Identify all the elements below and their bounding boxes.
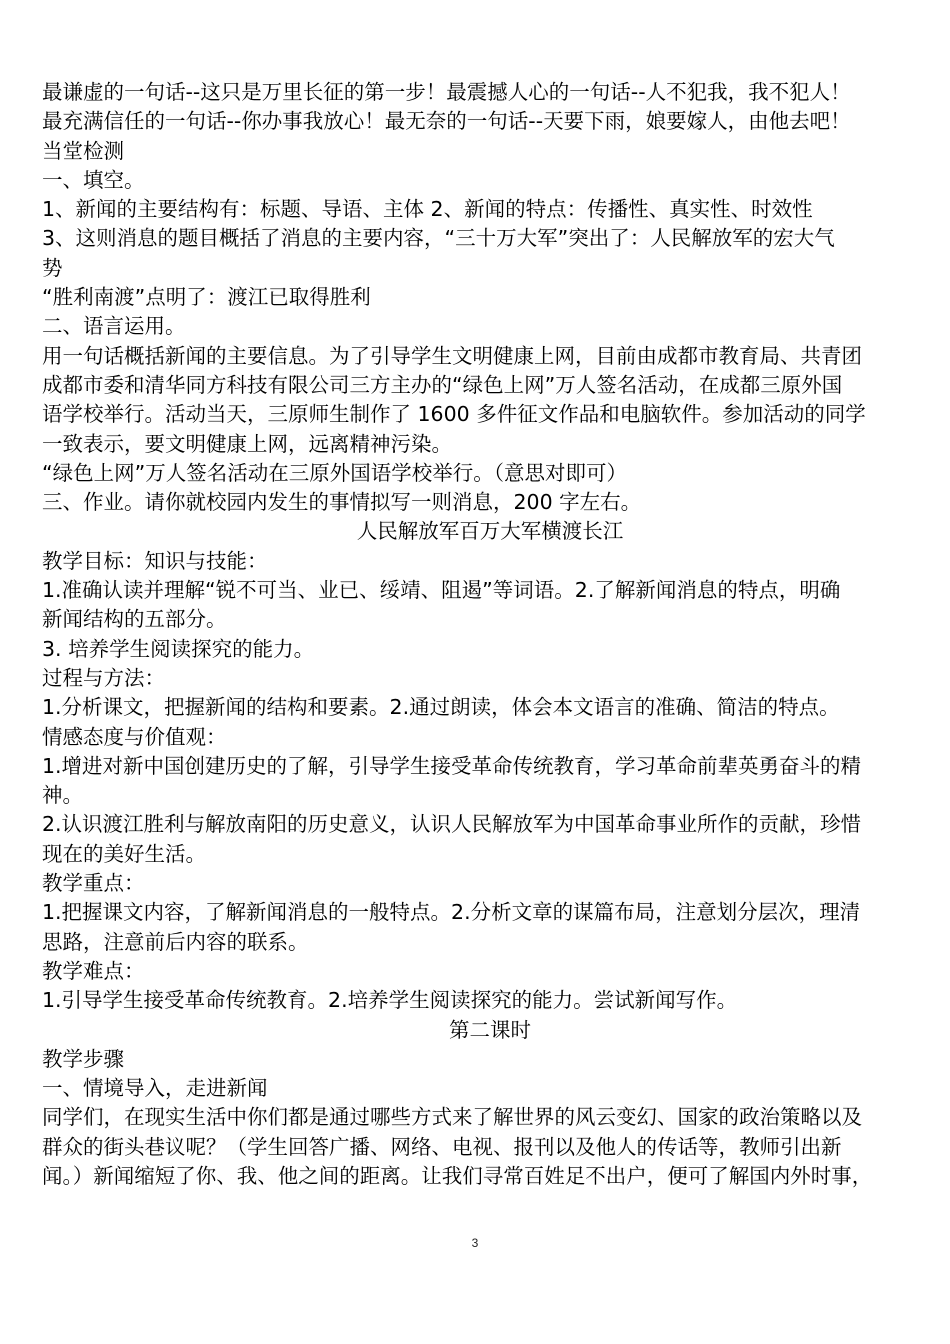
text-line: 成都市委和清华同方科技有限公司三方主办的“绿色上网”万人签名活动，在成都三原外国 xyxy=(42,372,843,397)
text-line: 一致表示，要文明健康上网，远离精神污染。 xyxy=(42,431,452,456)
text-line: “绿色上网”万人签名活动在三原外国语学校举行。（意思对即可） xyxy=(42,460,627,485)
document-body xyxy=(42,78,938,1191)
section-heading: 教学重点： xyxy=(42,871,145,896)
text-line: 现在的美好生活。 xyxy=(42,841,206,866)
text-line: 用一句话概括新闻的主要信息。为了引导学生文明健康上网，目前由成都市教育局、共青团 xyxy=(42,343,862,368)
text-line: 神。 xyxy=(42,783,83,808)
text-line: 最充满信任的一句话--你办事我放心！最无奈的一句话--天要下雨，娘要嫁人，由他去吧！ xyxy=(42,109,851,134)
text-line: 1.把握课文内容，了解新闻消息的一般特点。2.分析文章的谋篇布局，注意划分层次，理清 xyxy=(42,900,861,925)
text-line: 势 xyxy=(42,255,63,280)
text-line: 1.引导学生接受革命传统教育。2.培养学生阅读探究的能力。尝试新闻写作。 xyxy=(42,988,738,1013)
section-heading: 过程与方法： xyxy=(42,665,165,690)
section-heading: 教学目标：知识与技能： xyxy=(42,548,268,573)
text-line: 最谦虚的一句话--这只是万里长征的第一步！最震撼人心的一句话--人不犯我，我不犯人！ xyxy=(42,80,851,104)
section-heading: 教学步骤 xyxy=(42,1046,124,1071)
text-line: 3. 培养学生阅读探究的能力。 xyxy=(42,636,315,661)
text-line: 1、新闻的主要结构有：标题、导语、主体 2、新闻的特点：传播性、真实性、时效性 xyxy=(42,197,813,222)
section-heading: 一、情境导入，走进新闻 xyxy=(42,1076,268,1101)
section-heading: 一、填空。 xyxy=(42,167,145,192)
text-line: 2.认识渡江胜利与解放南阳的历史意义，认识人民解放军为中国革命事业所作的贡献，珍惜 xyxy=(42,812,862,837)
section-heading: 教学难点： xyxy=(42,958,145,983)
section-heading: 二、语言运用。 xyxy=(42,314,186,339)
section-heading: 情感态度与价值观： xyxy=(42,724,227,749)
text-line: 三、作业。请你就校园内发生的事情拟写一则消息，200 字左右。 xyxy=(42,490,642,515)
section-heading: 当堂检测 xyxy=(42,138,124,163)
lesson-subtitle: 第二课时 xyxy=(449,1017,531,1042)
page-number: 3 xyxy=(471,1236,479,1250)
text-line: 1.分析课文，把握新闻的结构和要素。2.通过朗读，体会本文语言的准确、简洁的特点。 xyxy=(42,695,840,720)
text-line: 语学校举行。活动当天，三原师生制作了 1600 多件征文作品和电脑软件。参加活动的同学 xyxy=(42,402,866,427)
text-line: 群众的街头巷议呢？（学生回答广播、网络、电视、报刊以及他人的传话等，教师引出新 xyxy=(42,1134,842,1159)
text-line: 同学们，在现实生活中你们都是通过哪些方式来了解世界的风云变幻、国家的政治策略以及 xyxy=(42,1105,862,1130)
text-line: 1.增进对新中国创建历史的了解，引导学生接受革命传统教育，学习革命前辈英勇奋斗的精 xyxy=(42,753,862,778)
text-line: 闻。）新闻缩短了你、我、他之间的距离。让我们寻常百姓足不出户，便可了解国内外时事， xyxy=(42,1163,873,1188)
text-line: 1.准确认读并理解“锐不可当、业已、绥靖、阻遏”等词语。2.了解新闻消息的特点，明确 xyxy=(42,578,841,603)
text-line: “胜利南渡”点明了：渡江已取得胜利 xyxy=(42,285,371,310)
lesson-title: 人民解放军百万大军横渡长江 xyxy=(356,519,624,544)
text-line: 3、这则消息的题目概括了消息的主要内容，“三十万大军”突出了：人民解放军的宏大气 xyxy=(42,226,835,251)
text-line: 思路，注意前后内容的联系。 xyxy=(42,929,309,954)
text-line: 新闻结构的五部分。 xyxy=(42,607,227,632)
